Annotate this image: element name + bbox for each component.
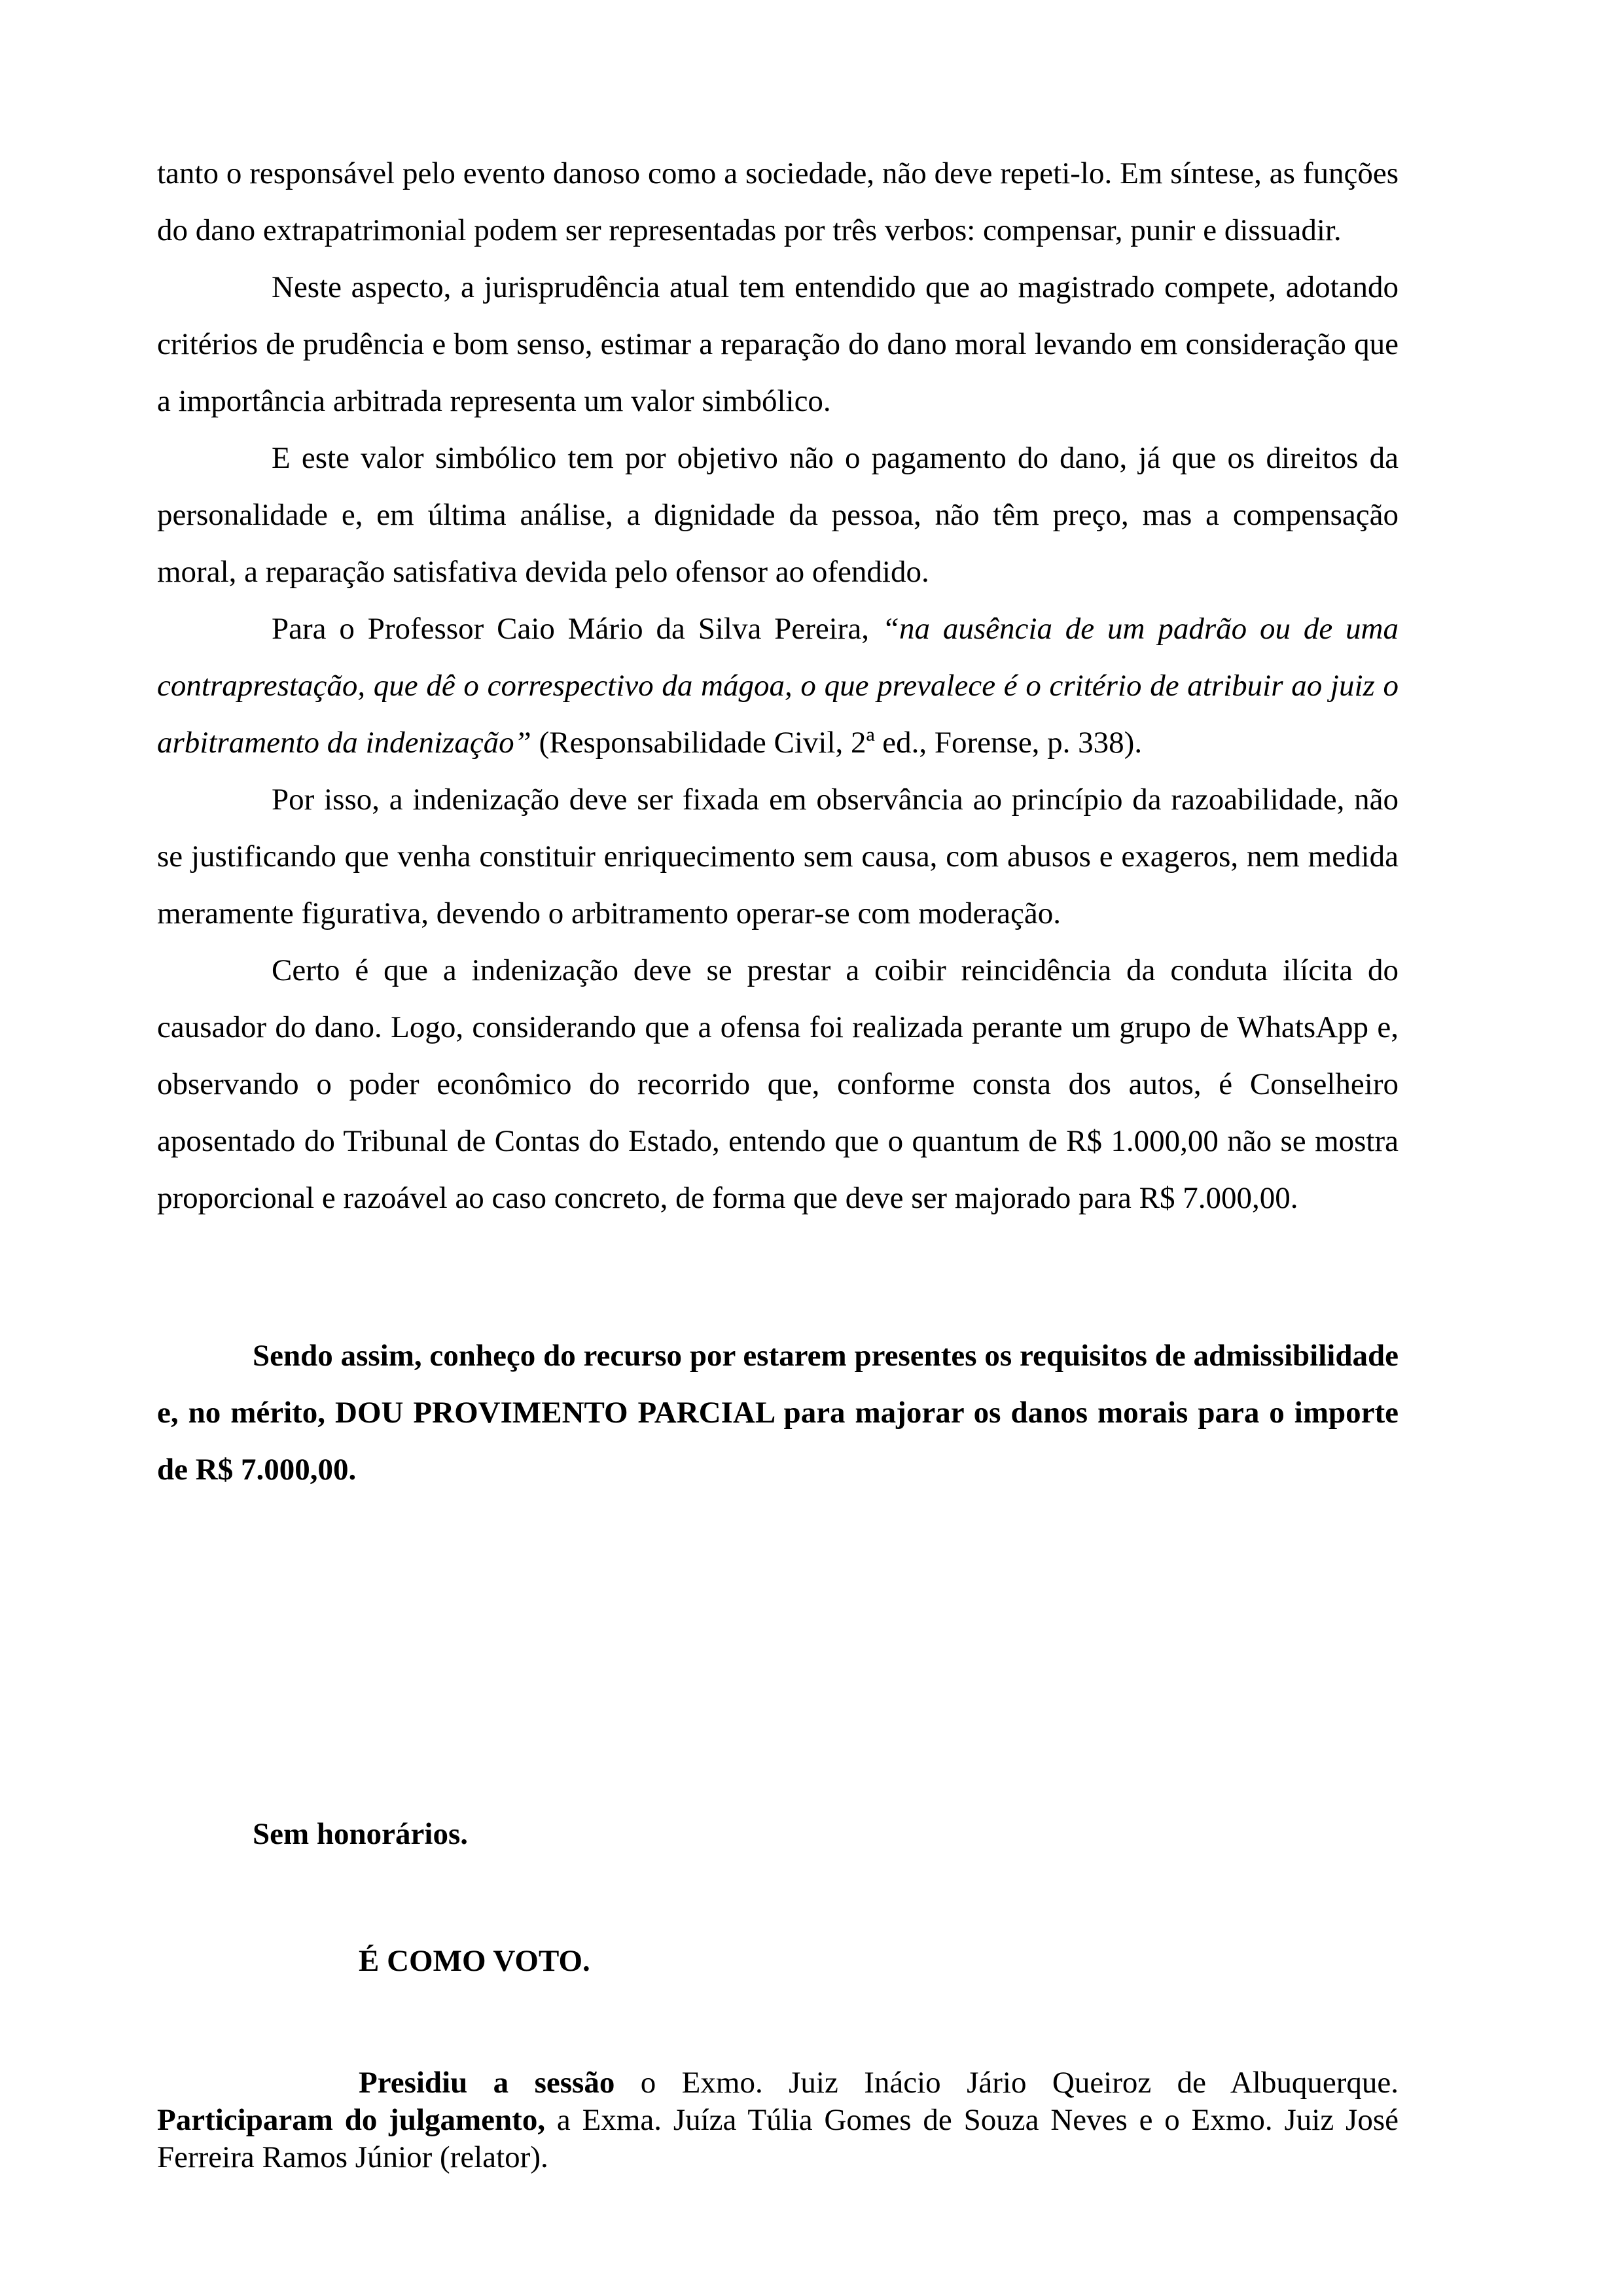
decision-text: Sendo assim, conheço do recurso por estarem presentes os requisitos de admissibilidade e, no mérito, DOU PROVIMENTO PARCIAL para majorar os danos morais para o importe de R$ 7.000,00. (157, 1339, 1399, 1487)
document-page (157, 145, 1399, 2174)
decision-block (157, 1328, 1399, 1498)
quote-intro: Para o Professor Caio Mário da Silva Pereira, (272, 612, 882, 646)
paragraph-symbolic-value: E este valor simbólico tem por objetivo não o pagamento do dano, já que os direitos da personalidade e, em última análise, a dignidade da pessoa, não têm preço, mas a compensação moral, a reparação satisfativa devida pelo ofensor ao ofendido. (157, 441, 1399, 589)
participants-label: Participaram do julgamento, (157, 2103, 546, 2137)
quote-reference: (Responsabilidade Civil, 2ª ed., Forense, p. 338). (531, 726, 1143, 760)
paragraph-reasonableness: Por isso, a indenização deve ser fixada em observância ao princípio da razoabilidade, não se justificando que venha constituir enriquecimento sem causa, com abusos e exageros, nem medida meramente figurativa, devendo o arbitramento operar-se com moderação. (157, 783, 1399, 930)
quote-text: “na ausência de um padrão ou de uma contraprestação, que dê o correspectivo da mágoa, o que prevalece é o critério de atribuir ao juiz o arbitramento da indenização” (157, 612, 1399, 760)
participants-text: a Exma. Juíza Túlia Gomes de Souza Neves e o Exmo. Juiz José Ferreira Ramos Júnior (relator). (157, 2103, 1399, 2174)
session-composition (157, 2064, 1399, 2176)
paragraph-jurisprudence: Neste aspecto, a jurisprudência atual tem entendido que ao magistrado compete, adotando critérios de prudência e bom senso, estimar a reparação do dano moral levando em consideração que a importância arbitrada representa um valor simbólico. (157, 270, 1399, 418)
presided-label: Presidiu a sessão (359, 2066, 615, 2100)
paragraph-doctrine-quote (157, 601, 1399, 771)
fees-statement: Sem honorários. (253, 1817, 468, 1851)
presided-text: o Exmo. Juiz Inácio Jário Queiroz de Albuquerque. (615, 2066, 1399, 2100)
paragraph-functions-of-damage: tanto o responsável pelo evento danoso como a sociedade, não deve repeti-lo. Em síntese, as funções do dano extrapatrimonial podem ser representadas por três verbos: compensar, punir e dissuadir. (157, 156, 1399, 247)
paragraph-quantum: Certo é que a indenização deve se prestar a coibir reincidência da conduta ilícita do causador do dano. Logo, considerando que a ofensa foi realizada perante um grupo de WhatsApp e, observando o poder econômico do recorrido que, conforme consta dos autos, é Conselheiro aposentado do Tribunal de Contas do Estado, entendo que o quantum de R$ 1.000,00 não se mostra proporcional e razoável ao caso concreto, de forma que deve ser majorado para R$ 7.000,00. (157, 953, 1399, 1215)
vote-statement: É COMO VOTO. (359, 1944, 590, 1978)
